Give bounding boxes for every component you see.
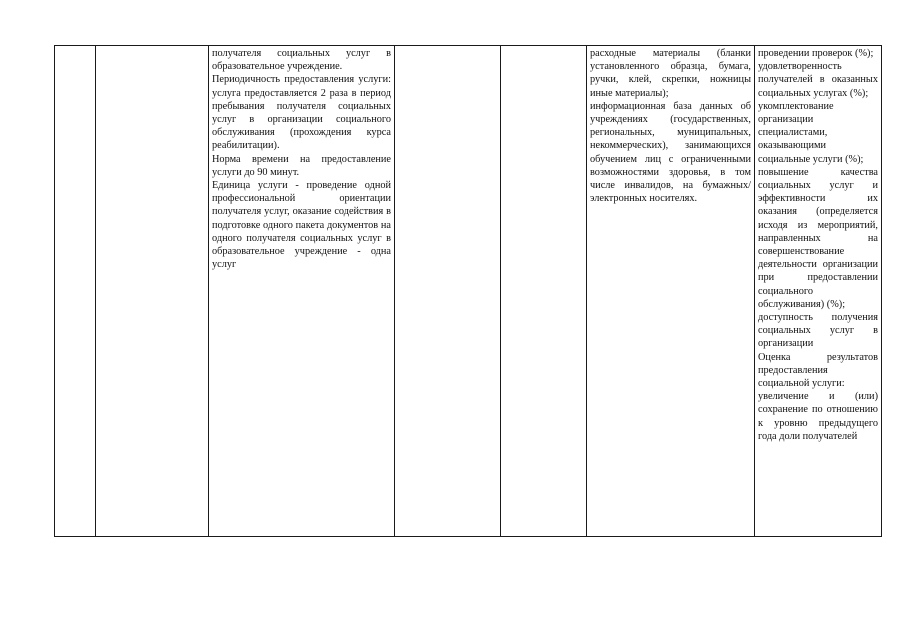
table-row xyxy=(55,46,882,537)
indicator-paragraph: повышение качества социальных услуг и эффективности их оказания (определяется исходя из мероприятий, направленных на совершенствование деятельности организации при предоставлении социального обслуживания) (%); xyxy=(758,166,878,310)
description-paragraph: Норма времени на предоставление услуги до 90 минут. xyxy=(212,153,391,178)
indicator-paragraph: Оценка результатов предоставления социальной услуги: xyxy=(758,351,878,390)
services-table xyxy=(54,45,882,537)
cell-blank-5 xyxy=(501,46,587,537)
conditions-paragraph: информационная база данных об учреждениях (государственных, региональных, муниципальных, некоммерческих), занимающихся обучением лиц с ограниченными возможностями здоровья, в том числе инвалидов, на бумажных/электронных носителях. xyxy=(590,100,751,205)
cell-conditions xyxy=(587,46,755,537)
cell-quality-indicators xyxy=(755,46,882,537)
indicator-paragraph: доступность получения социальных услуг в организации xyxy=(758,312,878,350)
description-paragraph: Единица услуги - проведение одной профессиональной ориентации получателя услуг, оказание содействия в подготовке одного пакета документов на одного получателя социальных услуг в образовательное учреждение - одна услуг xyxy=(212,180,391,271)
indicator-paragraph: удовлетворенность получателей в оказанных социальных услугах (%); xyxy=(758,61,878,99)
cell-service-name xyxy=(96,46,209,537)
description-paragraph: Периодичность предоставления услуги: услуга предоставляется 2 раза в период пребывания получателя социальных услуг в организации социального обслуживания (прохождения курса реабилитации). xyxy=(212,74,391,152)
indicator-paragraph: увеличение и (или) сохранение по отношению к уровню предыдущего года доли получателей xyxy=(758,391,878,442)
conditions-paragraph: расходные материалы (бланки установленного образца, бумага, ручки, клей, скрепки, ножницы иные материалы); xyxy=(590,48,751,99)
indicator-paragraph: укомплектование организации специалистами, оказывающими социальные услуги (%); xyxy=(758,100,864,165)
cell-number xyxy=(55,46,96,537)
cell-blank-4 xyxy=(395,46,501,537)
cell-service-description xyxy=(209,46,395,537)
description-paragraph: получателя социальных услуг в образовательное учреждение. xyxy=(212,48,391,73)
indicator-paragraph: проведении проверок (%); xyxy=(758,48,874,59)
